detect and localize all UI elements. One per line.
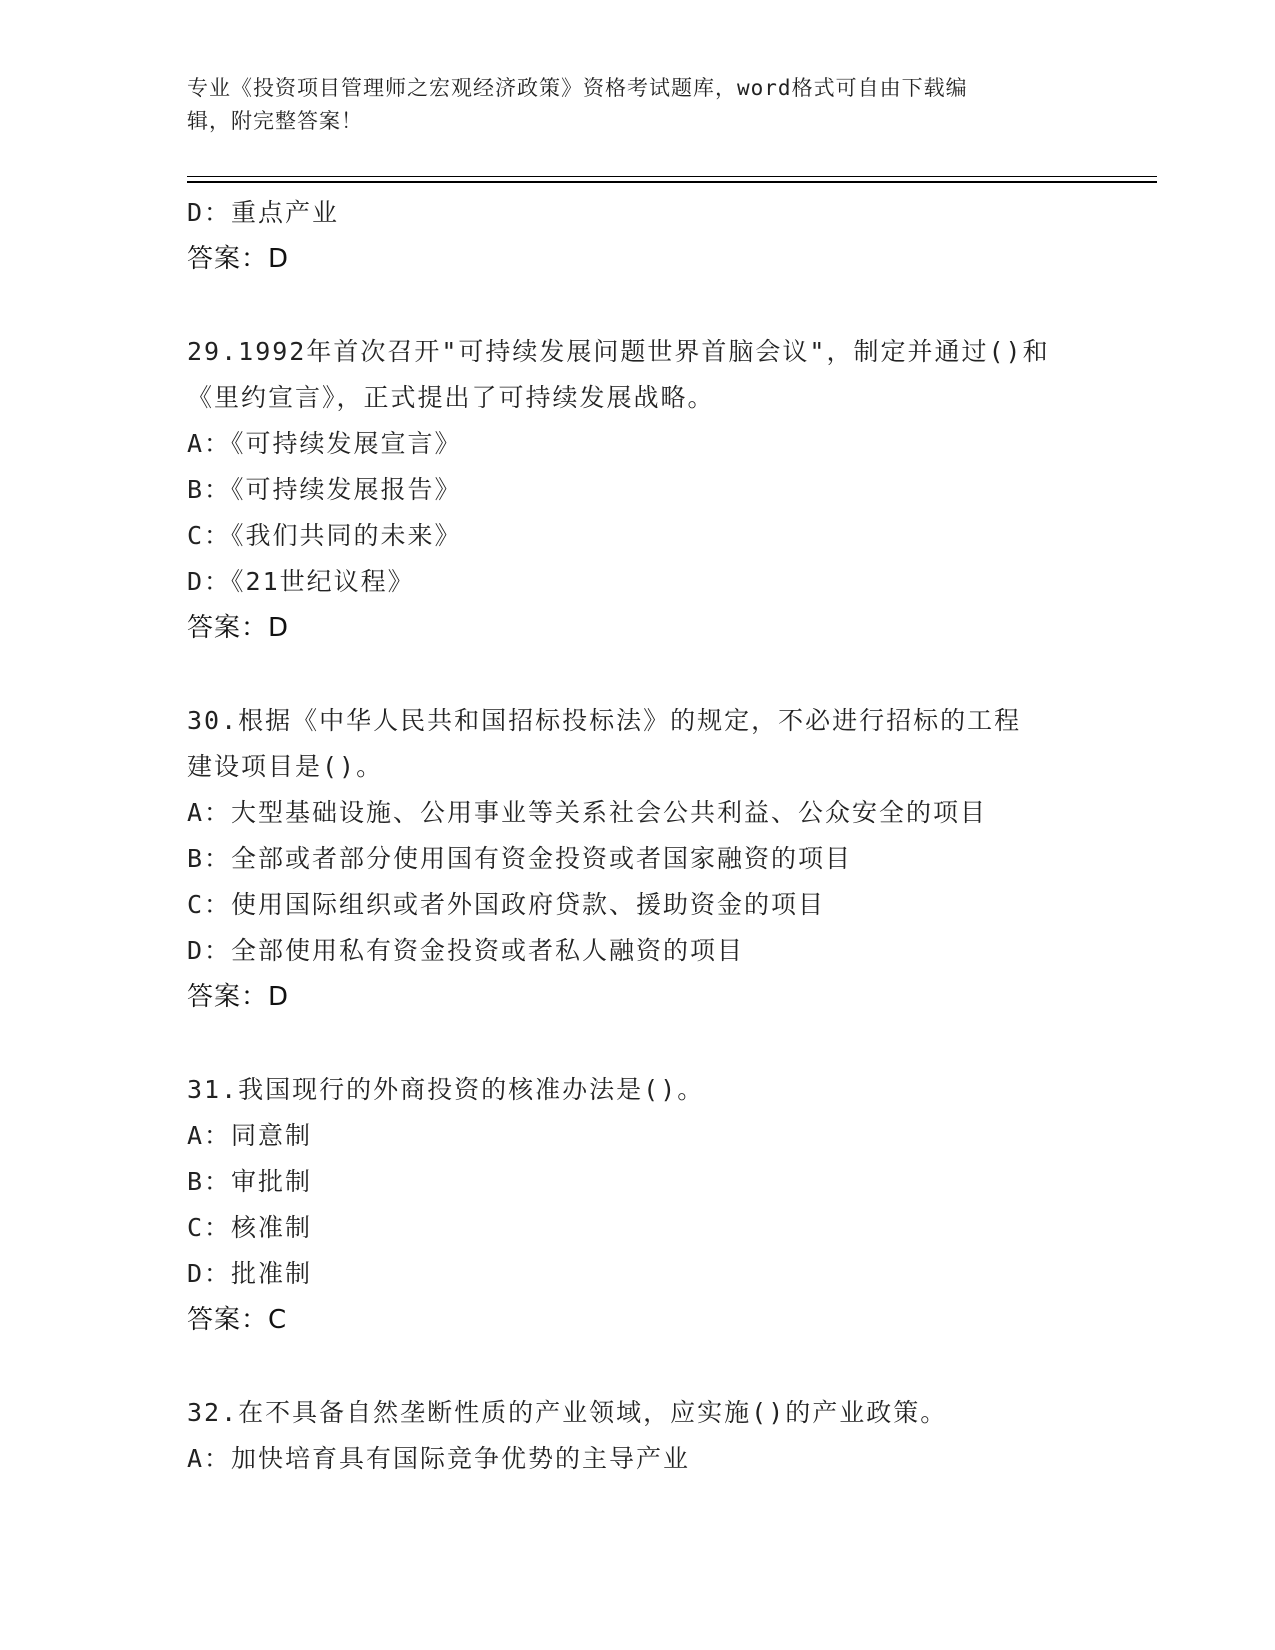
header-line-1: 专业《投资项目管理师之宏观经济政策》资格考试题库，word格式可自由下载编 — [187, 76, 968, 100]
question-30 — [187, 698, 1087, 1020]
option-c: C：核准制 — [187, 1213, 313, 1242]
option-a: A：大型基础设施、公用事业等关系社会公共利益、公众安全的项目 — [187, 798, 988, 827]
question-32 — [187, 1390, 1087, 1482]
question-stem: 29.1992年首次召开"可持续发展问题世界首脑会议"，制定并通过()和 — [187, 337, 1050, 366]
question-list — [187, 190, 1087, 1482]
option-d: D：全部使用私有资金投资或者私人融资的项目 — [187, 936, 745, 965]
header-line-2: 辑，附完整答案！ — [187, 109, 363, 133]
option-d: D：重点产业 — [187, 198, 340, 227]
header-divider-thick — [187, 181, 1157, 183]
option-b: B：《可持续发展报告》 — [187, 475, 462, 504]
answer: 答案：D — [187, 982, 290, 1012]
option-d: D：批准制 — [187, 1259, 313, 1288]
option-a: A：加快培育具有国际竞争优势的主导产业 — [187, 1444, 691, 1473]
option-a: A：同意制 — [187, 1121, 313, 1150]
header-divider-thin — [187, 176, 1157, 177]
answer: 答案：D — [187, 613, 290, 643]
option-b: B：审批制 — [187, 1167, 313, 1196]
question-stem: 32.在不具备自然垄断性质的产业领域，应实施()的产业政策。 — [187, 1398, 948, 1427]
option-c: C：使用国际组织或者外国政府贷款、援助资金的项目 — [187, 890, 826, 919]
answer: 答案：D — [187, 244, 290, 274]
question-31 — [187, 1067, 1087, 1343]
option-c: C：《我们共同的未来》 — [187, 521, 462, 550]
option-d: D：《21世纪议程》 — [187, 567, 415, 596]
question-stem: 31.我国现行的外商投资的核准办法是()。 — [187, 1075, 705, 1104]
option-b: B：全部或者部分使用国有资金投资或者国家融资的项目 — [187, 844, 853, 873]
question-stem: 《里约宣言》，正式提出了可持续发展战略。 — [187, 383, 715, 412]
document-header — [187, 72, 1077, 138]
question-stem: 30.根据《中华人民共和国招标投标法》的规定，不必进行招标的工程 — [187, 706, 1022, 735]
option-a: A：《可持续发展宣言》 — [187, 429, 462, 458]
question-stem: 建设项目是()。 — [187, 752, 384, 781]
answer: 答案：C — [187, 1305, 288, 1335]
question-29 — [187, 329, 1087, 651]
